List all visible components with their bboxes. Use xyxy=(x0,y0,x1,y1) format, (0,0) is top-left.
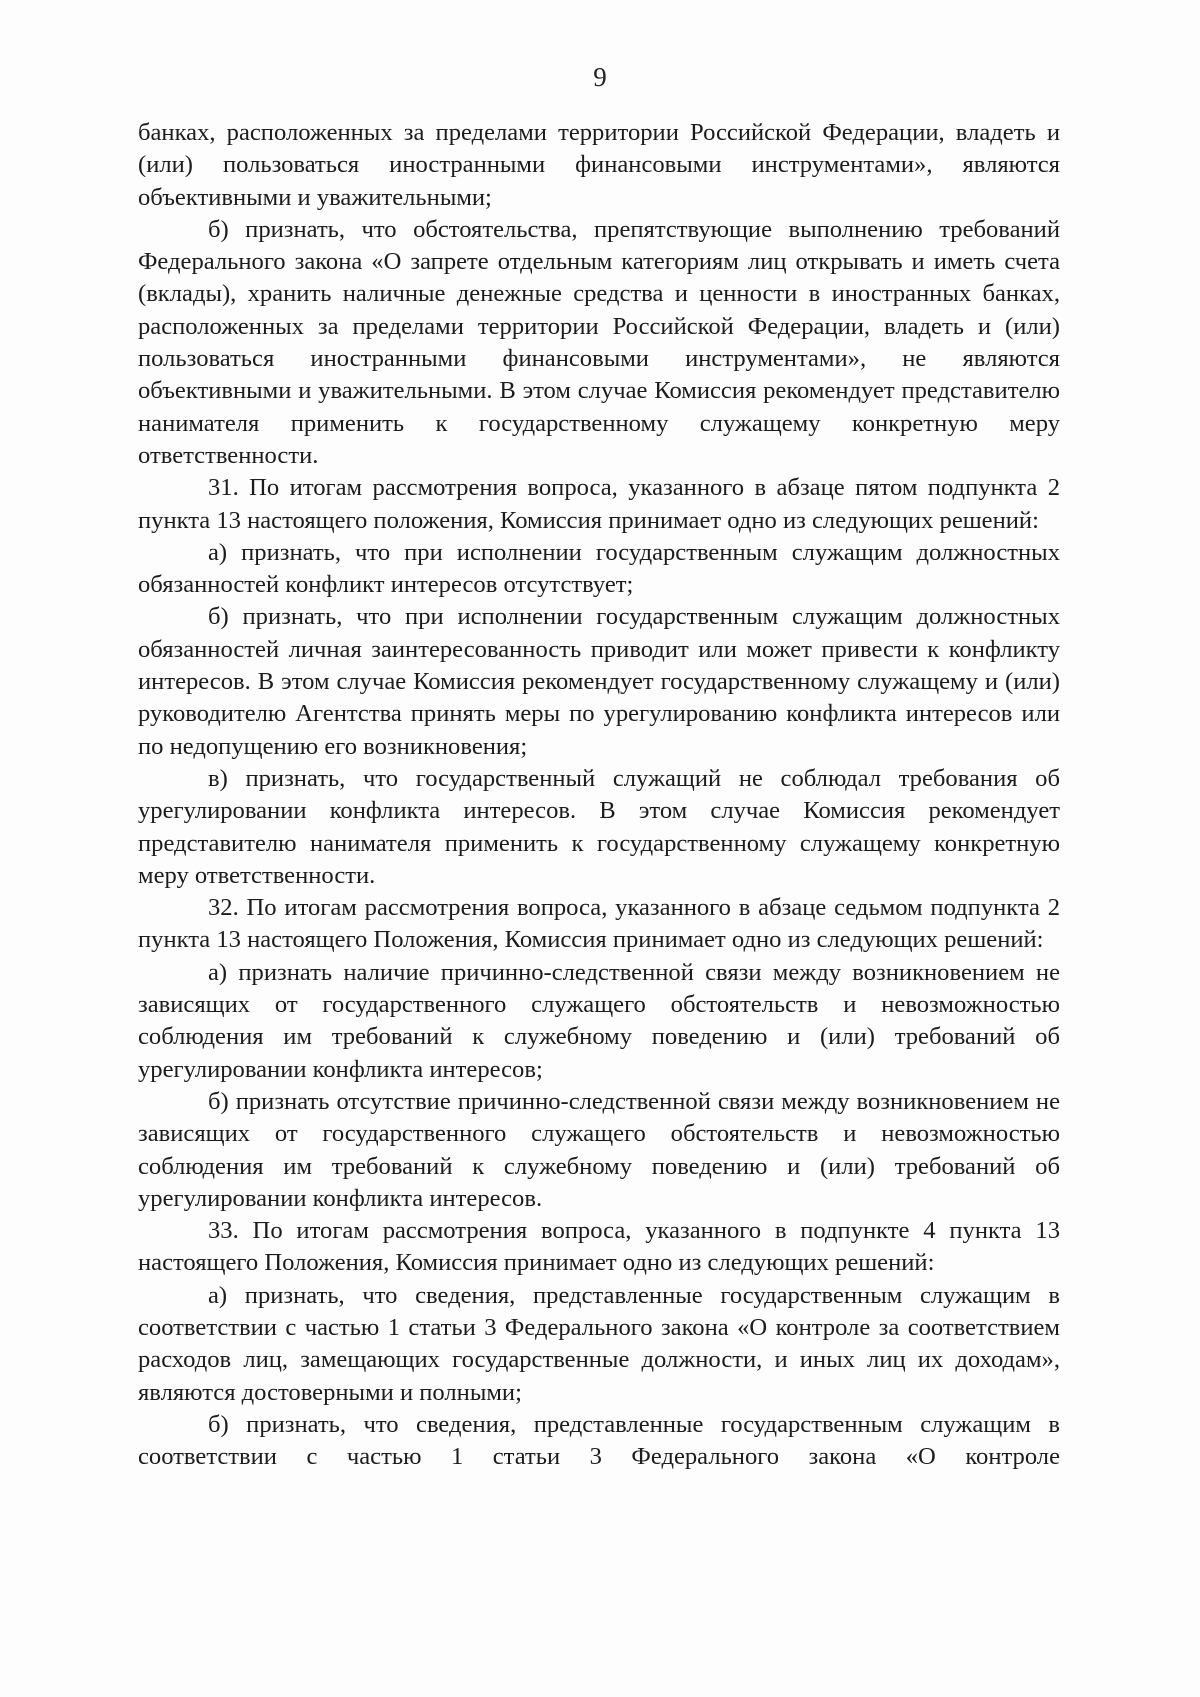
paragraph-33a: а) признать, что сведения, представленные государственным служащим в соответствии с частью 1 статьи 3 Федерального закона «О контроле за соответствием расходов лиц, замещающих государственные должности, и иных лиц их доходам», являются достоверными и полными; xyxy=(138,1281,1060,1406)
paragraph-continued: банках, расположенных за пределами территории Российской Федерации, владеть и (или) пользоваться иностранными финансовыми инструментами», являются объективными и уважительными; xyxy=(138,119,1060,211)
paragraph-32: 32. По итогам рассмотрения вопроса, указанного в абзаце седьмом подпункта 2 пункта 13 настоящего Положения, Комиссия принимает одно из следующих решений: xyxy=(138,894,1060,954)
paragraph-31b: б) признать, что при исполнении государственным служащим должностных обязанностей личная заинтересованность приводит или может привести к конфликту интересов. В этом случае Комиссия рекомендует государственному служащему и (или) руководителю Агентства принять меры по урегулированию конфликта интересов или по недопущению его возникновения; xyxy=(138,603,1060,760)
paragraph-31a: а) признать, что при исполнении государственным служащим должностных обязанностей конфликт интересов отсутствует; xyxy=(138,538,1060,599)
paragraph-33b: б) признать, что сведения, представленные государственным служащим в соответствии с частью 1 статьи 3 Федерального закона «О контроле xyxy=(138,1410,1060,1471)
paragraph-30b: б) признать, что обстоятельства, препятствующие выполнению требований Федерального закона «О запрете отдельным категориям лиц открывать и иметь счета (вклады), хранить наличные денежные средства и ценности в иностранных банках, расположенных за пределами территории Российской Федерации, владеть и (или) пользоваться иностранными финансовыми инструментами», не являются объективными и уважительными. В этом случае Комиссия рекомендует представителю нанимателя применить к государственному служащему конкретную меру ответственности. xyxy=(138,215,1060,469)
document-body xyxy=(138,117,1060,1473)
paragraph-31: 31. По итогам рассмотрения вопроса, указанного в абзаце пятом подпункта 2 пункта 13 настоящего положения, Комиссия принимает одно из следующих решений: xyxy=(138,474,1060,534)
paragraph-33: 33. По итогам рассмотрения вопроса, указанного в подпункте 4 пункта 13 настоящего Положения, Комиссия принимает одно из следующих решений: xyxy=(138,1217,1060,1277)
paragraph-31c: в) признать, что государственный служащий не соблюдал требования об урегулировании конфликта интересов. В этом случае Комиссия рекомендует представителю нанимателя применить к государственному служащему конкретную меру ответственности. xyxy=(138,764,1060,889)
paragraph-32b: б) признать отсутствие причинно-следственной связи между возникновением не зависящих от государственного служащего обстоятельств и невозможностью соблюдения им требований к служебному поведению и (или) требований об урегулировании конфликта интересов. xyxy=(138,1087,1060,1212)
page-number: 9 xyxy=(593,62,607,92)
paragraph-32a: а) признать наличие причинно-следственной связи между возникновением не зависящих от государственного служащего обстоятельств и невозможностью соблюдения им требований к служебному поведению и (или) требований об урегулировании конфликта интересов; xyxy=(138,958,1060,1083)
